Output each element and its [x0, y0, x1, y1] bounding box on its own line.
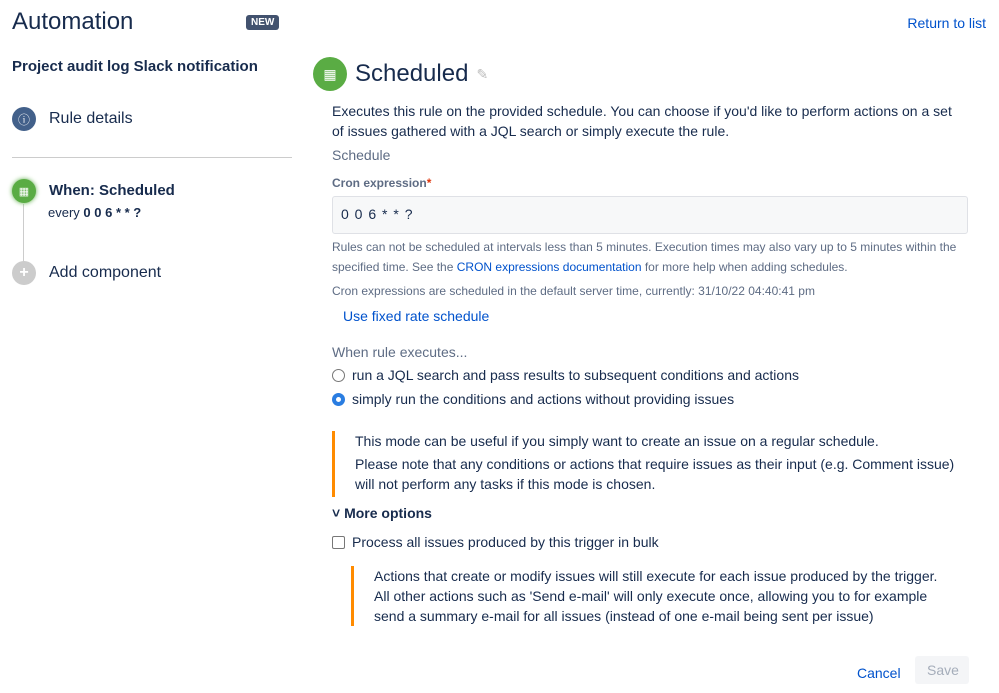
trigger-cron: 0 0 6 * * ? — [83, 205, 142, 220]
radio-button[interactable] — [332, 369, 345, 382]
schedule-label: Schedule — [332, 147, 391, 163]
cron-expression-input[interactable]: 0 0 6 * * ? — [332, 196, 968, 234]
info-icon: ⓘ — [12, 107, 36, 131]
app-title: Automation — [12, 8, 134, 35]
plus-icon: + — [12, 261, 36, 285]
trigger-description: Executes this rule on the provided schedule. You can choose if you'd like to perform actions on a set of issues gathered with a JQL search or simply execute the rule. — [332, 103, 952, 139]
radio-button-selected[interactable] — [332, 393, 345, 406]
radio-label: run a JQL search and pass results to subsequent conditions and actions — [352, 367, 799, 383]
radio-jql-search[interactable] — [332, 365, 799, 385]
checkbox-label: Process all issues produced by this trigger in bulk — [352, 534, 659, 550]
cancel-button[interactable]: Cancel — [857, 665, 901, 681]
calendar-icon: ▦ — [313, 57, 347, 91]
required-mark: * — [426, 176, 432, 190]
trigger-prefix: every — [48, 205, 80, 220]
chevron-down-icon: ˅ — [332, 505, 341, 521]
checkbox[interactable] — [332, 536, 345, 549]
help-text: Rules can not be scheduled at intervals less than 5 minutes. Execution times may also vary up to 5 minutes within the specified time. See the — [332, 240, 957, 274]
server-time-text: Cron expressions are scheduled in the default server time, currently: 31/10/22 04:40:41 pm — [332, 284, 815, 298]
sidebar-item-trigger[interactable] — [12, 179, 175, 220]
note-text: This mode can be useful if you simply want to create an issue on a regular schedule. — [355, 433, 879, 449]
add-component-label: Add component — [49, 264, 162, 281]
fixed-rate-schedule-link[interactable]: Use fixed rate schedule — [343, 308, 490, 324]
trigger-title: When: Scheduled — [49, 182, 175, 199]
sidebar-item-rule-details[interactable] — [12, 107, 133, 131]
bulk-checkbox[interactable] — [332, 532, 659, 552]
more-options-label: More options — [344, 505, 432, 521]
rule-details-label: Rule details — [49, 110, 133, 127]
new-badge: NEW — [246, 15, 279, 30]
mode-note — [332, 431, 962, 497]
radio-label: simply run the conditions and actions without providing issues — [352, 391, 735, 407]
edit-pencil-icon[interactable]: ✎ — [476, 65, 489, 82]
cron-label: Cron expression — [332, 176, 427, 190]
return-to-list-link[interactable]: Return to list — [907, 15, 986, 31]
add-component-button[interactable] — [12, 261, 161, 285]
help-text-end: for more help when adding schedules. — [641, 260, 848, 274]
calendar-icon: ▦ — [12, 179, 36, 203]
more-options-toggle[interactable] — [332, 505, 432, 521]
rule-name: Project audit log Slack notification — [12, 58, 258, 75]
note-text: Please note that any conditions or actions that require issues as their input (e.g. Comment issue) will not perform any tasks if this mode is chosen. — [355, 456, 955, 492]
cron-docs-link[interactable]: CRON expressions documentation — [456, 260, 642, 274]
when-executes-label: When rule executes... — [332, 344, 468, 360]
radio-simply-run[interactable] — [332, 389, 734, 409]
trigger-heading: Scheduled — [355, 60, 469, 87]
sidebar-divider — [12, 157, 292, 158]
bulk-note: Actions that create or modify issues will still execute for each issue produced by the trigger. All other actions such as 'Send e-mail' will only execute once, allowing you to for example send a summary e-mail for all issues (instead of one e-mail being sent per issue) — [351, 566, 951, 626]
save-button[interactable]: Save — [915, 656, 969, 684]
